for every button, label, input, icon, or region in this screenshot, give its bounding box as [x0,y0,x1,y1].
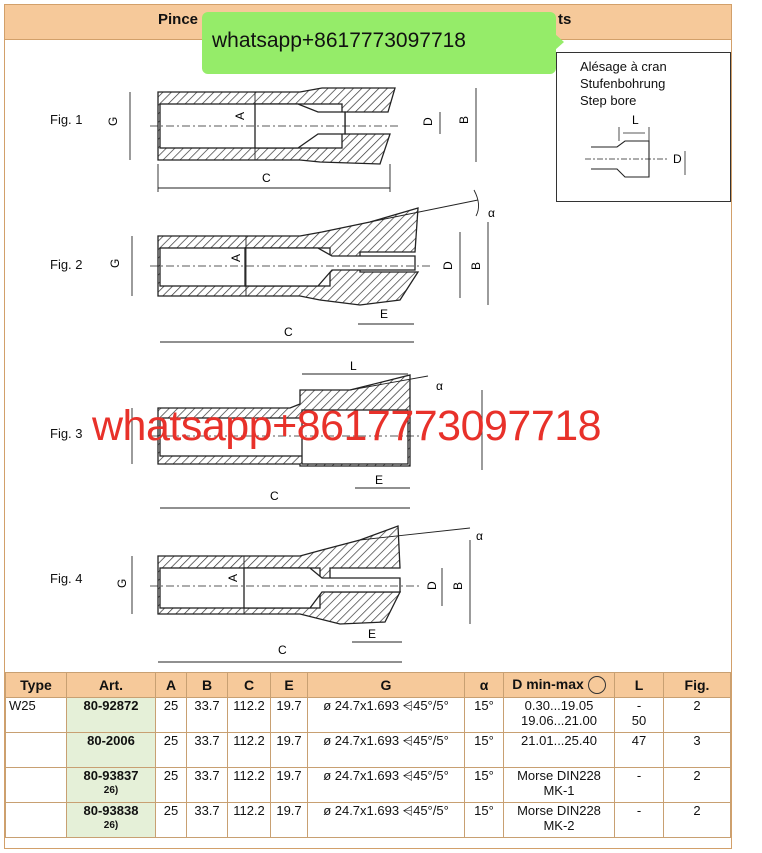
fig2-dim-alpha: α [488,206,495,220]
fig4-drawing [132,526,470,662]
cell-l-line1: - [636,698,642,713]
cell-art-note: 26) [103,785,119,796]
fig4-dim-C: C [278,643,287,657]
fig1-drawing [130,88,476,192]
cell-dminmax [504,733,615,768]
whatsapp-chat-bubble [202,12,556,74]
cell-l-line2: 50 [631,713,647,728]
col-alpha: α [465,673,504,698]
cell-d-line1: Morse DIN228 [517,803,601,818]
cell-g: ø 24.7x1.693 ⩤45°/5° [308,698,465,733]
cell-alpha: 15° [465,803,504,838]
table-row [6,698,731,733]
cell-b: 33.7 [187,768,228,803]
cell-art [67,698,156,733]
cell-c: 112.2 [228,803,271,838]
cell-d-line2: MK-2 [543,818,575,833]
page-title-left: Pince [158,11,199,28]
cell-type: W25 [6,698,67,733]
cell-alpha: 15° [465,698,504,733]
cell-d-line1: 0.30...19.05 [524,698,594,713]
circle-icon [588,676,606,694]
cell-type [6,768,67,803]
step-bore-de: Stufenbohrung [580,76,666,91]
cell-l-line1: - [636,768,642,783]
fig2-dim-D: D [441,261,455,270]
cell-art-note: 26) [103,820,119,831]
cell-a: 25 [156,698,187,733]
col-g: G [308,673,465,698]
fig1-dim-G: G [106,116,120,126]
step-bore-dim-L: L [632,113,639,127]
cell-e: 19.7 [271,698,308,733]
cell-l [615,698,664,733]
cell-b: 33.7 [187,803,228,838]
fig4-label: Fig. 4 [50,571,83,586]
page-title-right: ts [558,11,572,28]
cell-fig: 2 [664,768,731,803]
cell-c: 112.2 [228,768,271,803]
cell-type [6,733,67,768]
fig1-dim-D: D [421,117,435,126]
cell-l [615,768,664,803]
fig3-dim-L: L [350,359,357,373]
cell-e: 19.7 [271,768,308,803]
col-l: L [615,673,664,698]
cell-a: 25 [156,768,187,803]
step-bore-fr: Alésage à cran [580,59,667,74]
cell-c: 112.2 [228,733,271,768]
fig1-label: Fig. 1 [50,112,83,127]
cell-l-line1: 47 [631,733,647,748]
cell-fig: 3 [664,733,731,768]
fig3-dim-E: E [375,473,384,487]
fig1-dim-A: A [233,111,247,120]
table-row [6,803,731,838]
cell-a: 25 [156,733,187,768]
col-b: B [187,673,228,698]
fig4-dim-B: B [451,581,465,590]
step-bore-drawing [557,111,732,201]
cell-dminmax [504,768,615,803]
col-dminmax-label: D min-max [512,675,584,692]
fig2-drawing [132,190,488,342]
fig3-label: Fig. 3 [50,426,83,441]
cell-fig: 2 [664,803,731,838]
cell-art [67,733,156,768]
cell-art-number: 80-92872 [83,698,139,713]
bubble-text: whatsapp+8617773097718 [212,29,466,52]
fig2-dim-E: E [380,307,389,321]
fig2-label: Fig. 2 [50,257,83,272]
fig4-dim-alpha: α [476,529,483,543]
fig1-dim-B: B [457,115,471,124]
cell-l [615,733,664,768]
cell-g: ø 24.7x1.693 ⩤45°/5° [308,733,465,768]
watermark-text: whatsapp+8617773097718 [92,402,602,450]
col-a: A [156,673,187,698]
cell-d-line2: 19.06...21.00 [521,713,597,728]
cell-art-number: 80-93838 [83,803,139,818]
fig2-dim-B: B [469,261,483,270]
fig3-dim-C: C [270,489,279,503]
cell-art [67,768,156,803]
cell-d-line2: MK-1 [543,783,575,798]
col-art: Art. [67,673,156,698]
cell-d-line1: 21.01...25.40 [521,733,597,748]
step-bore-dim-D: D [673,152,682,166]
cell-art-number: 80-2006 [87,733,135,748]
cell-g: ø 24.7x1.693 ⩤45°/5° [308,768,465,803]
fig2-dim-A: A [229,253,243,262]
cell-l [615,803,664,838]
fig4-dim-D: D [425,581,439,590]
cell-b: 33.7 [187,733,228,768]
cell-dminmax [504,803,615,838]
cell-alpha: 15° [465,733,504,768]
cell-fig: 2 [664,698,731,733]
col-e: E [271,673,308,698]
table-header-row [6,673,731,698]
fig2-dim-G: G [108,258,122,268]
cell-art [67,803,156,838]
fig3-dim-alpha: α [436,379,443,393]
cell-c: 112.2 [228,698,271,733]
step-bore-box [556,52,731,202]
cell-l-line1: - [636,803,642,818]
fig4-dim-E: E [368,627,377,641]
step-bore-en: Step bore [580,93,637,108]
cell-type [6,803,67,838]
fig4-dim-A: A [226,573,240,582]
col-dminmax [504,673,615,698]
table-row [6,768,731,803]
col-type: Type [6,673,67,698]
cell-e: 19.7 [271,803,308,838]
col-fig: Fig. [664,673,731,698]
cell-alpha: 15° [465,768,504,803]
cell-e: 19.7 [271,733,308,768]
cell-art-number: 80-93837 [83,768,139,783]
cell-b: 33.7 [187,698,228,733]
col-c: C [228,673,271,698]
cell-a: 25 [156,803,187,838]
cell-dminmax [504,698,615,733]
fig4-dim-G: G [115,578,129,588]
cell-d-line1: Morse DIN228 [517,768,601,783]
table-row [6,733,731,768]
fig2-dim-C: C [284,325,293,339]
spec-table [5,672,731,838]
fig1-dim-C: C [262,171,271,185]
cell-g: ø 24.7x1.693 ⩤45°/5° [308,803,465,838]
